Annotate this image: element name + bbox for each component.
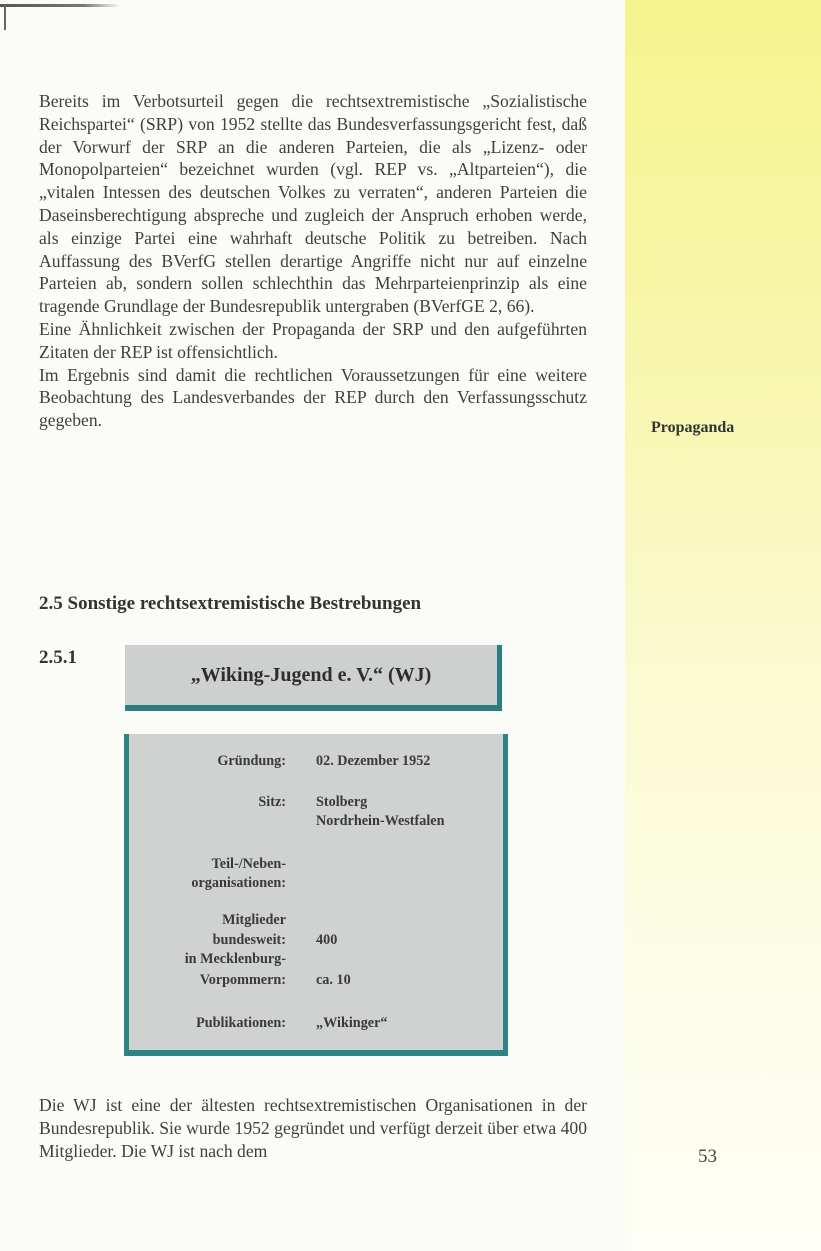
left-rule	[4, 4, 6, 30]
margin-note-propaganda: Propaganda	[651, 419, 735, 436]
subsection-number: 2.5.1	[39, 647, 77, 668]
founding-value: 02. Dezember 1952	[316, 753, 431, 769]
margin-sidebar	[625, 0, 821, 1251]
seat-value-state: Nordrhein-Westfalen	[316, 813, 445, 829]
members-label: Mitglieder	[222, 912, 286, 928]
closing-text	[39, 1094, 587, 1162]
paragraph-conclusion: Im Ergebnis sind damit die rechtlichen Voraussetzungen für eine weitere Beobachtung des Landesverbandes der REP durch den Verfassungsschutz gegeben.	[39, 364, 587, 431]
publications-label: Publikationen:	[196, 1015, 286, 1031]
top-rule	[0, 4, 120, 7]
suborg-label-line1: Teil-/Neben-	[211, 856, 286, 872]
seat-value-city: Stolberg	[316, 794, 368, 810]
organization-title: „Wiking-Jugend e. V.“ (WJ)	[190, 663, 432, 686]
paragraph-propaganda-similarity: Eine Ähnlichkeit zwischen der Propaganda der SRP und den aufgeführten Zitaten der REP ist offensichtlich.	[39, 318, 587, 362]
members-mv-label-line2: Vorpommern:	[199, 972, 286, 988]
members-mv-value: ca. 10	[316, 972, 351, 988]
section-heading: 2.5 Sonstige rechtsextremistische Bestrebungen	[39, 593, 422, 614]
founding-label: Gründung:	[217, 753, 286, 769]
paragraph-wj-intro: Die WJ ist eine der ältesten rechtsextremistischen Organisationen in der Bundesrepublik. Sie wurde 1952 gegründet und verfügt derzeit über etwa 400 Mitglieder. Die WJ ist nach dem	[39, 1095, 587, 1161]
members-federal-label: bundesweit:	[212, 932, 286, 948]
organization-title-box	[125, 645, 502, 711]
members-federal-value: 400	[316, 932, 338, 948]
suborg-label-line2: organisationen:	[191, 875, 286, 891]
paragraph-srp-verdict: Bereits im Verbotsurteil gegen die rechtsextremistische „Sozialistische Reichspartei“ (SRP) von 1952 stellte das Bundesverfassungsgericht fest, daß der Vorwurf der SRP an die anderen Parteien, die als „Lizenz- oder Monopolparteien“ bezeichnet wurden (vgl. REP vs. „Altparteien“), die „vitalen Intessen des deutschen Volkes zu verraten“, anderen Parteien die Daseinsberechtigung abspreche und zugleich der Anspruch erhoben werde, als einzige Partei eine wahrhaft deutsche Politik zu betreiben. Nach Auffassung des BVerfG stellen derartige Angriffe nicht nur auf einzelne Parteien ab, sondern sollen schlechthin das Mehrparteienprinzip als eine tragende Grundlage der Bundesrepublik untergraben (BVerfGE 2, 66).	[39, 91, 587, 317]
members-mv-label-line1: in Mecklenburg-	[184, 951, 286, 967]
organization-info-box	[124, 734, 508, 1056]
seat-label: Sitz:	[258, 794, 286, 810]
publications-value: „Wikinger“	[316, 1015, 388, 1031]
page-number: 53	[698, 1146, 717, 1167]
body-paragraphs	[39, 90, 587, 432]
